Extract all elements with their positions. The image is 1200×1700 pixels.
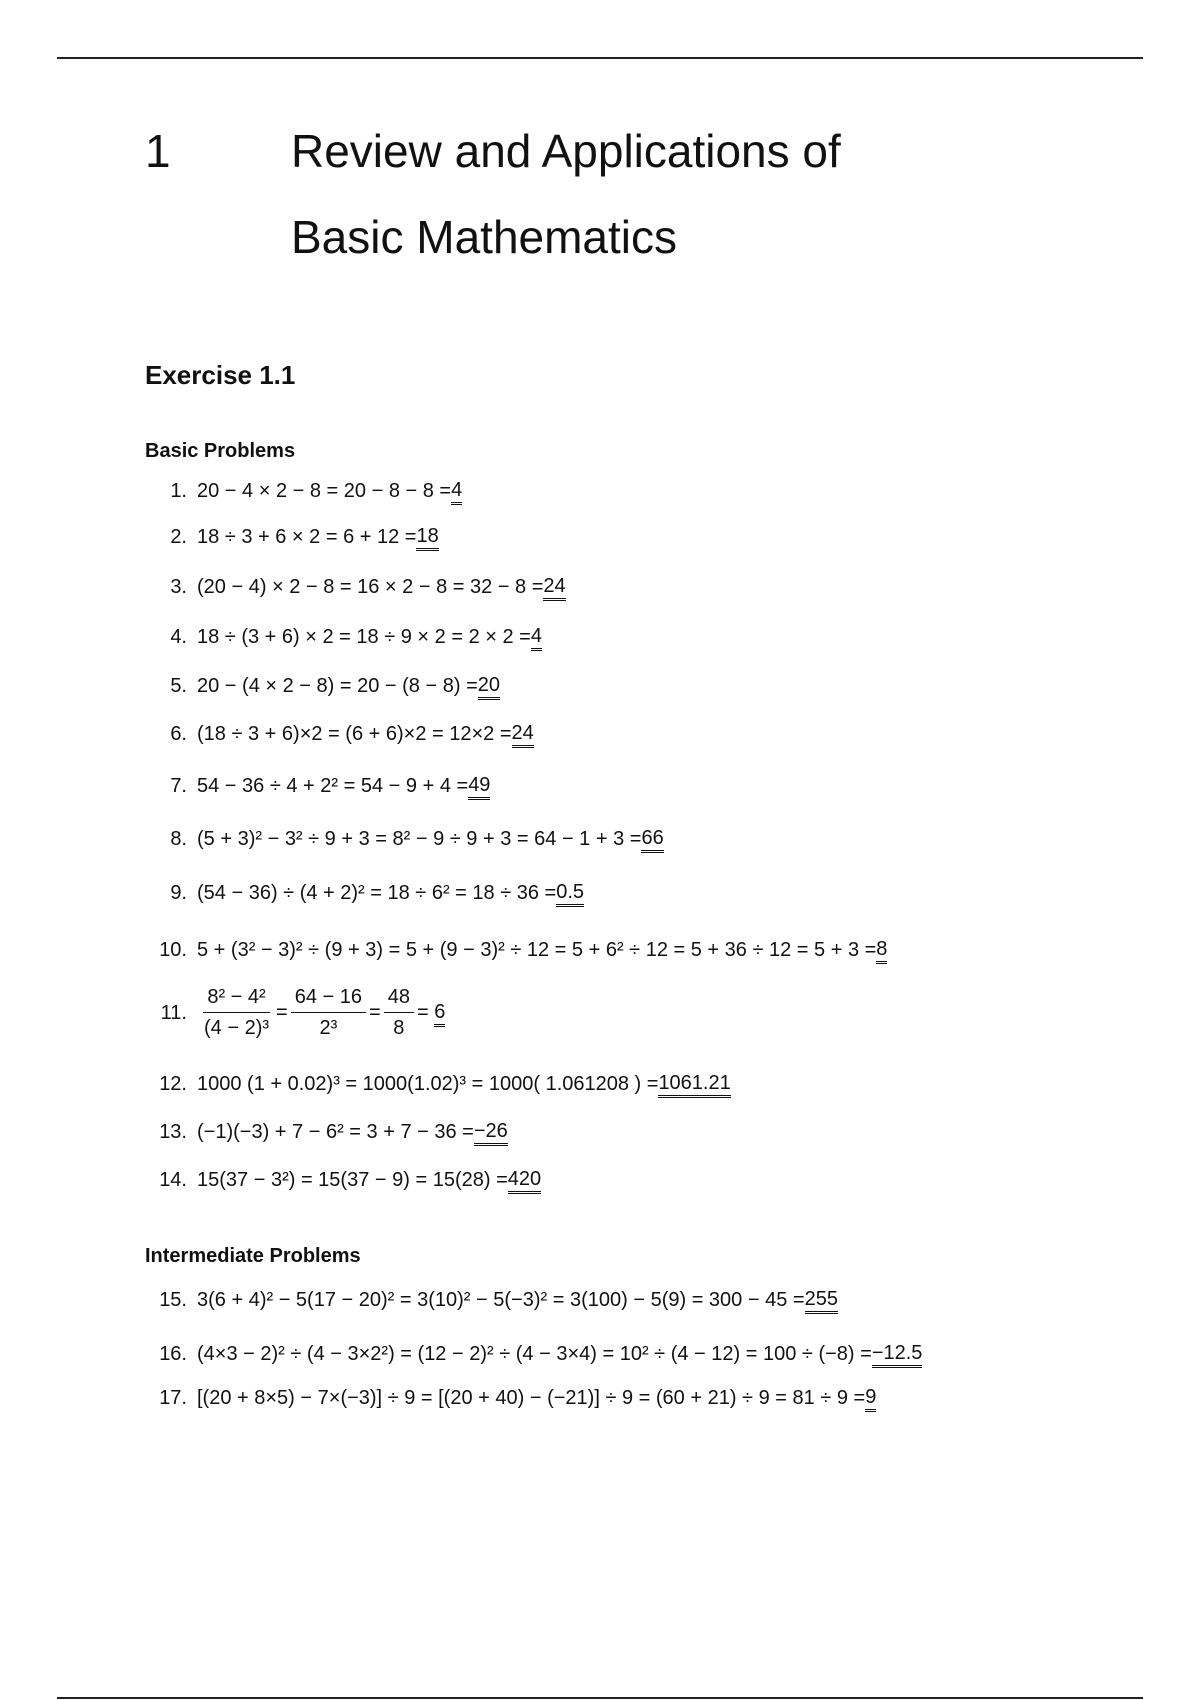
problem-number: 13. [159, 1120, 187, 1143]
problem-expression: (−1)(−3) + 7 − 6² = 3 + 7 − 36 = [197, 1120, 474, 1143]
problem-number: 11. [160, 1001, 187, 1024]
fraction-denominator: (4 − 2)³ [204, 1017, 270, 1039]
problem-14 [145, 1165, 541, 1194]
chapter-title-line-1: Review and Applications of [291, 125, 841, 177]
problem-17 [145, 1383, 876, 1412]
problem-expression: 1000 (1 + 0.02)³ = 1000(1.02)³ = 1000( 1.061208 ) = [197, 1072, 659, 1095]
problem-expression: (4×3 − 2)² ÷ (4 − 3×2²) = (12 − 2)² ÷ (4 − 3×4) = 10² ÷ (4 − 12) = 100 ÷ (−8) = [197, 1342, 872, 1365]
problem-expression: 54 − 36 ÷ 4 + 2² = 54 − 9 + 4 = [197, 774, 469, 797]
problem-number: 12. [159, 1072, 187, 1095]
problem-4 [145, 622, 542, 651]
problem-expression: (18 ÷ 3 + 6)×2 = (6 + 6)×2 = 12×2 = [197, 722, 512, 745]
problem-expression: 18 ÷ 3 + 6 × 2 = 6 + 12 = [197, 525, 417, 548]
top-rule [57, 57, 1143, 59]
fraction-1 [200, 982, 273, 1043]
problem-answer: 1061.21 [658, 1071, 730, 1098]
fraction-2 [291, 982, 366, 1043]
problem-number: 17. [159, 1386, 187, 1409]
fraction-numerator: 8² − 4² [203, 982, 269, 1013]
problem-answer: 49 [468, 773, 490, 800]
fraction-numerator: 48 [384, 982, 414, 1013]
problem-expression: (54 − 36) ÷ (4 + 2)² = 18 ÷ 6² = 18 ÷ 36 = [197, 881, 557, 904]
problem-answer: 18 [416, 524, 438, 551]
fraction-denominator: 2³ [319, 1017, 338, 1039]
problem-expression: 5 + (3² − 3)² ÷ (9 + 3) = 5 + (9 − 3)² ÷ 12 = 5 + 6² ÷ 12 = 5 + 36 ÷ 12 = 5 + 3 = [197, 938, 877, 961]
problem-number: 14. [159, 1168, 187, 1191]
problem-8 [145, 824, 664, 853]
problem-11 [145, 982, 445, 1043]
problem-15 [145, 1285, 838, 1314]
problem-9 [145, 878, 584, 907]
problem-number: 16. [159, 1342, 187, 1365]
fraction-numerator: 64 − 16 [291, 982, 366, 1013]
chapter-title [291, 108, 1091, 280]
problem-answer: 66 [641, 826, 663, 853]
problem-answer: 420 [508, 1167, 541, 1194]
problem-answer: 24 [512, 721, 534, 748]
bottom-rule [57, 1697, 1143, 1699]
problem-answer: 0.5 [556, 880, 584, 907]
problem-answer: −12.5 [872, 1341, 923, 1368]
problem-expression: (20 − 4) × 2 − 8 = 16 × 2 − 8 = 32 − 8 = [197, 575, 544, 598]
problem-10 [145, 935, 887, 964]
problem-number: 2. [170, 525, 187, 548]
problem-number: 5. [170, 674, 187, 697]
problem-answer: 8 [876, 937, 887, 964]
problem-answer: 255 [805, 1287, 838, 1314]
problem-expression: 18 ÷ (3 + 6) × 2 = 18 ÷ 9 × 2 = 2 × 2 = [197, 625, 531, 648]
problem-expression: [(20 + 8×5) − 7×(−3)] ÷ 9 = [(20 + 40) − (−21)] ÷ 9 = (60 + 21) ÷ 9 = 81 ÷ 9 = [197, 1386, 866, 1409]
problem-number: 1. [170, 479, 187, 502]
problem-answer: 4 [531, 624, 542, 651]
problem-number: 8. [170, 827, 187, 850]
problem-number: 7. [170, 774, 187, 797]
problem-answer: 6 [434, 1000, 445, 1027]
problem-7 [145, 771, 490, 800]
problem-answer: 4 [451, 478, 462, 505]
problem-answer: 9 [865, 1385, 876, 1412]
problem-1 [145, 476, 462, 505]
problem-expression: 3(6 + 4)² − 5(17 − 20)² = 3(10)² − 5(−3)² = 3(100) − 5(9) = 300 − 45 = [197, 1288, 805, 1311]
problem-13 [145, 1117, 508, 1146]
problem-12 [145, 1069, 731, 1098]
problem-expression: 20 − 4 × 2 − 8 = 20 − 8 − 8 = [197, 479, 452, 502]
chapter-title-line-2: Basic Mathematics [291, 211, 678, 263]
problem-5 [145, 671, 500, 700]
problem-expression: 20 − (4 × 2 − 8) = 20 − (8 − 8) = [197, 674, 478, 697]
problem-number: 9. [170, 881, 187, 904]
section-heading-basic: Basic Problems [145, 440, 296, 462]
problem-number: 4. [170, 625, 187, 648]
fraction-denominator: 8 [393, 1017, 405, 1039]
problem-expression: (5 + 3)² − 3² ÷ 9 + 3 = 8² − 9 ÷ 9 + 3 = 64 − 1 + 3 = [197, 827, 642, 850]
problem-number: 3. [170, 575, 187, 598]
problem-answer: 20 [478, 673, 500, 700]
exercise-title: Exercise 1.1 [145, 360, 296, 390]
chapter-number: 1 [145, 125, 171, 177]
problem-number: 10. [159, 938, 187, 961]
problem-3 [145, 572, 566, 601]
problem-expression: $\frac{\text{8² − 4²}}{\text{(4 − 2)³}}$ = $\frac{64 - 16}{\text{2³}}$ = $\frac{48}{8}$ = 6 [197, 982, 445, 1043]
fraction-3 [384, 982, 414, 1043]
problem-6 [145, 719, 534, 748]
problem-16 [145, 1339, 922, 1368]
problem-expression: 15(37 − 3²) = 15(37 − 9) = 15(28) = [197, 1168, 508, 1191]
problem-answer: 24 [543, 574, 565, 601]
problem-number: 6. [170, 722, 187, 745]
problem-2 [145, 522, 439, 551]
problem-number: 15. [159, 1288, 187, 1311]
section-heading-intermediate: Intermediate Problems [145, 1245, 361, 1267]
problem-answer: −26 [474, 1119, 508, 1146]
